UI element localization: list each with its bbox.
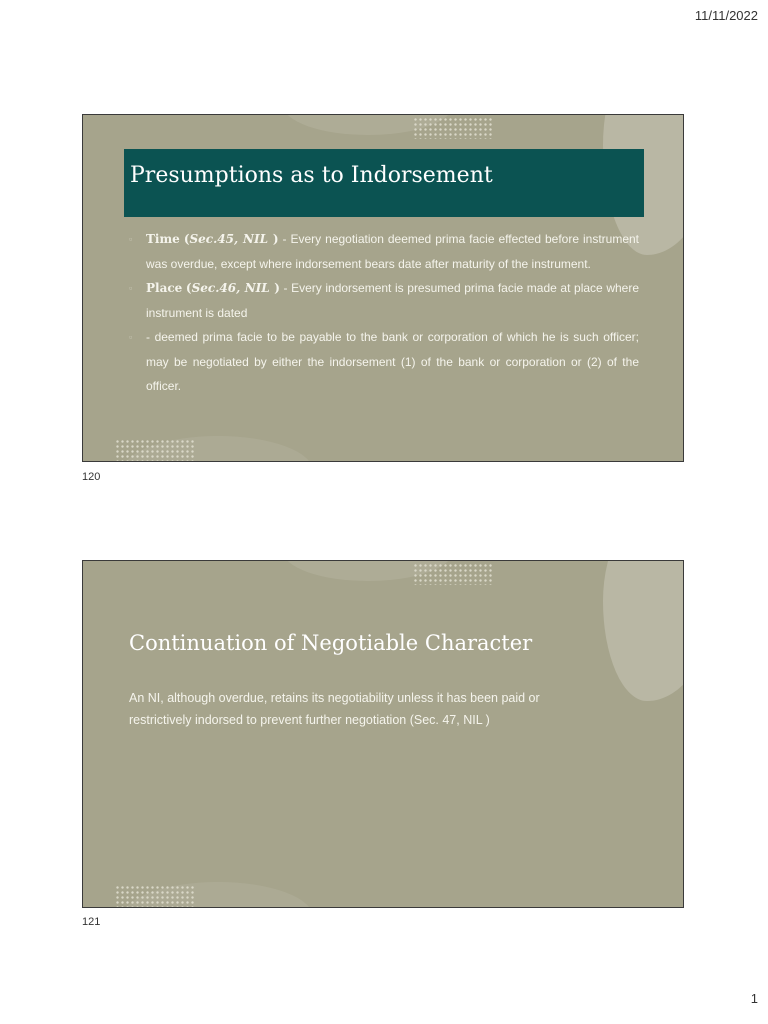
bullet-text: - Every negotiation deemed prima facie effected before instrument was overdue, except where indorsement bears date after maturity of the instrument.: [146, 232, 639, 271]
bullet-citation: Sec.45, NIL: [189, 232, 269, 246]
page-number: 1: [750, 991, 758, 1006]
decorative-dots: [413, 563, 493, 585]
slide-title-bar: [124, 149, 644, 217]
bullet-item: [129, 325, 639, 399]
page-date: 11/11/2022: [694, 8, 758, 23]
decorative-dots: [413, 117, 493, 139]
slide-121: [82, 560, 684, 908]
slide-120: [82, 114, 684, 462]
slide-title: Presumptions as to Indorsement: [130, 163, 493, 188]
decorative-shape: [603, 560, 684, 701]
bullet-text: - Every indorsement is presumed prima facie made at place where instrument is dated: [146, 281, 639, 320]
decorative-dots: [115, 885, 195, 907]
bullet-term: Place: [146, 281, 183, 295]
slide-title: Continuation of Negotiable Character: [129, 631, 533, 655]
bullet-citation: Sec.46, NIL: [191, 281, 270, 295]
bullet-item: ▫ Time (Sec.45, NIL ) - Every negotiation deemed prima facie effected before instrument was overdue, except where indorsement bears date after maturity of the instrument.: [129, 227, 639, 276]
slide-number: 121: [82, 916, 101, 928]
bullet-text: - deemed prima facie to be payable to the bank or corporation of which he is such officer; may be negotiated by either the indorsement (1) of the bank or corporation or (2) of the officer.: [146, 330, 639, 393]
bullet-list: [129, 227, 639, 399]
decorative-dots: [115, 439, 195, 461]
slide-body-text: An NI, although overdue, retains its negotiability unless it has been paid or restrictively indorsed to prevent further negotiation (Sec. 47, NIL ): [129, 691, 540, 727]
bullet-item: ▫ Place (Sec.46, NIL ) - Every indorsement is presumed prima facie made at place where instrument is dated: [129, 276, 639, 325]
bullet-term: Time: [146, 232, 180, 246]
slide-number: 120: [82, 471, 101, 483]
